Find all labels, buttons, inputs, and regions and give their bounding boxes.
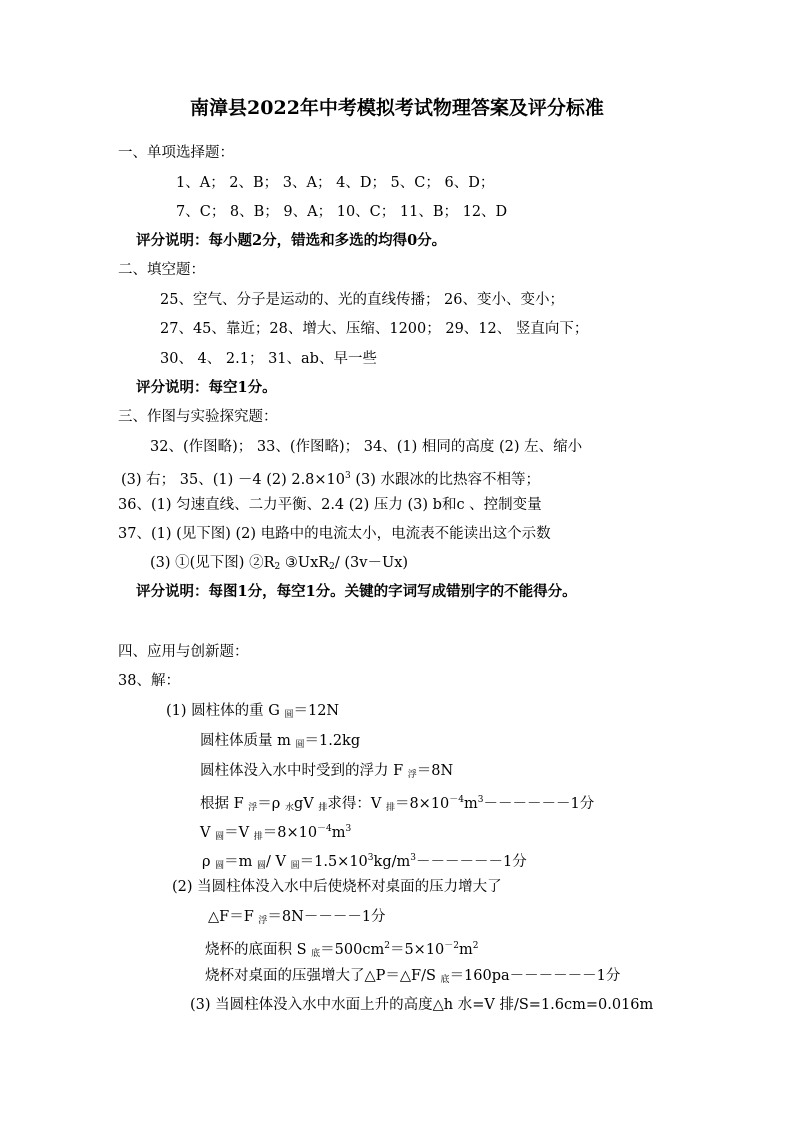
mc-answers-row-1: 1、A； 2、B； 3、A； 4、D； 5、C； 6、D； [176,175,495,191]
experiment-answer-line-2: (3) 右； 35、(1) －4 (2) $2.8\times 10^3$ (3) 水跟冰的比热容不相等； [121,471,540,488]
q38-part2-line-3: 烧杯的底面积 S $_底=500cm^2=5\times 10^{-2}m^2$ [205,941,479,959]
q38-part1-line-1: (1) 圆柱体的重 G $_圆$＝12N [166,703,340,720]
section-2-scoring-note: 评分说明：每空1分。 [136,379,277,396]
section-1-heading: 一、单项选择题： [118,145,234,161]
section-3-scoring-note: 评分说明：每图1分，每空1分。关键的字词写成错别字的不能得分。 [136,583,577,600]
section-3-heading: 三、作图与实验探究题： [118,409,278,425]
fill-answer-line-1: 25、空气、分子是运动的、光的直线传播； 26、变小、变小； [160,292,565,308]
q38-part1-line-4: 根据 F $_浮$＝ρ $_水$gV $_排$求得：V $_排=8\times 10^{-4}m^3------1$分 [200,795,595,813]
q38-part3-line-1: (3) 当圆柱体没入水中水面上升的高度△h 水=V 排/S=1.6cm=0.016m [190,997,654,1013]
experiment-answer-line-3: 36、(1) 匀速直线、二力平衡、2.4 (2) 压力 (3) b和c 、控制变量 [118,497,542,513]
q38-part1-line-5: V $_圆$＝V $_排=8\times 10^{-4}m^3$ [200,824,352,842]
q38-part2-line-2: △F＝F $_浮$＝8N－－－－1分 [208,909,386,926]
fill-answer-line-2: 27、45、靠近；28、增大、压缩、1200； 29、12、 竖直向下； [160,321,589,337]
q38-part1-line-3: 圆柱体没入水中时受到的浮力 F $_浮$＝8N [200,763,454,780]
experiment-answer-line-5: (3) ①(见下图) $②R_2$ ③UxR$_2$/ (3v－Ux) [150,555,409,572]
section-2-heading: 二、填空题： [118,262,205,278]
experiment-answer-line-4: 37、(1) (见下图) (2) 电路中的电流太小，电流表不能读出这个示数 [118,526,551,542]
section-4-heading: 四、应用与创新题： [118,644,249,660]
q38-part1-line-2: 圆柱体质量 m $_圆$＝1.2kg [200,733,361,750]
q38-part2-line-4: 烧杯对桌面的压强增大了△P＝△F/S $_底$＝160pa－－－－－－1分 [205,968,621,985]
question-38-label: 38、解： [118,673,180,689]
experiment-answer-line-1: 32、(作图略)； 33、(作图略)； 34、(1) 相同的高度 (2) 左、缩小 [150,439,583,455]
section-1-scoring-note: 评分说明：每小题2分，错选和多选的均得0分。 [136,232,447,249]
q38-part1-line-6: ρ $_圆$＝m $_圆$/ V $_圆=1.5\times 10^3kg/m^3------1$分 [202,853,527,871]
fill-answer-line-3: 30、 4、 2.1； 31、ab、早一些 [160,351,377,367]
q38-part2-line-1: (2) 当圆柱体没入水中后使烧杯对桌面的压力增大了 [172,879,502,895]
page-title: 南漳县2022年中考模拟考试物理答案及评分标准 [190,97,604,119]
mc-answers-row-2: 7、C； 8、B； 9、A； 10、C； 11、B； 12、D [176,204,508,220]
